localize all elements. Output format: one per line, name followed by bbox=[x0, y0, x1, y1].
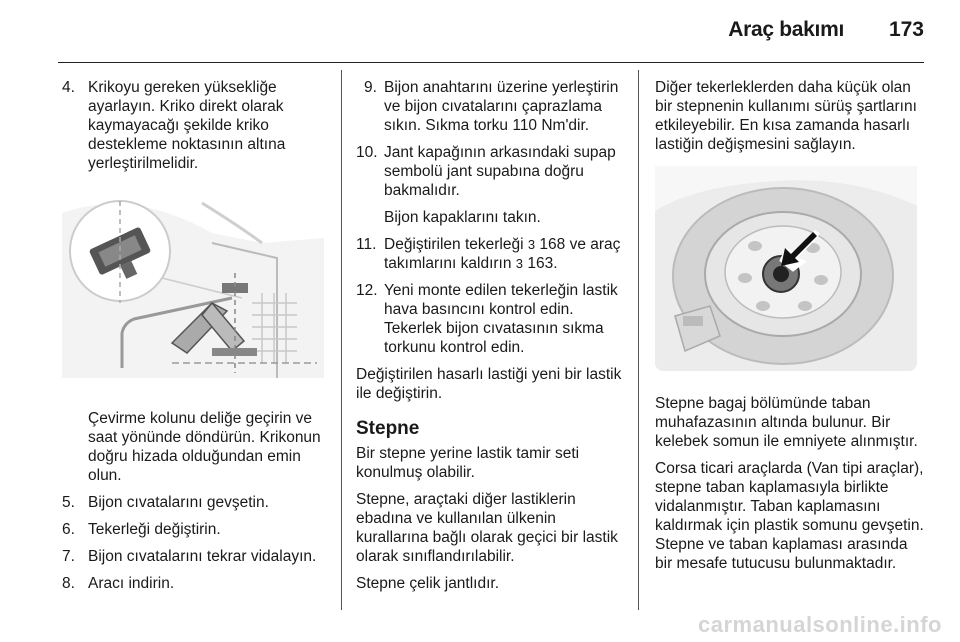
step-number: 6. bbox=[62, 521, 75, 538]
step-number: 11. bbox=[356, 236, 377, 253]
step-text: Tekerleği değiştirin. bbox=[88, 521, 221, 538]
step-5 bbox=[62, 493, 324, 512]
paragraph: Değiştirilen hasarlı lastiği yeni bir lastik ile değiştirin. bbox=[356, 366, 622, 402]
step-number: 4. bbox=[62, 79, 75, 96]
section-title: Stepne bbox=[356, 418, 420, 439]
paragraph: Stepne bagaj bölümünde taban muhafazasının altında bulunur. Bir kelebek somun ile emniyete alınmıştır. bbox=[655, 395, 918, 450]
page-ref-icon[interactable]: 3 bbox=[527, 237, 536, 252]
paragraph: Stepne, araçtaki diğer lastiklerin ebadına ve kullanılan ülkenin kurallarına bağlı olarak geçici bir lastik olarak sınıflandırılabilir. bbox=[356, 491, 618, 565]
paragraph: Diğer tekerleklerden daha küçük olan bir stepnenin kullanımı sürüş şartlarını etkileyebilir. En kısa zamanda hasarlı lastiğin değişmesini sağlayın. bbox=[655, 79, 917, 153]
header-title: Araç bakımı bbox=[728, 18, 844, 41]
step-text: Bijon anahtarını üzerine yerleştirin ve bijon cıvatalarını çaprazlama sıkın. Sıkma torku 110 Nm'dir. bbox=[384, 79, 619, 134]
paragraph: Bir stepne yerine lastik tamir seti konulmuş olabilir. bbox=[356, 445, 580, 481]
step-8 bbox=[62, 574, 324, 593]
step-number: 5. bbox=[62, 494, 75, 511]
column-divider-2 bbox=[638, 70, 639, 610]
paragraph: Stepne çelik jantlıdır. bbox=[356, 575, 500, 592]
step-10-note: Bijon kapaklarını takın. bbox=[384, 209, 541, 226]
jack-illustration bbox=[62, 183, 324, 393]
step-12 bbox=[356, 281, 626, 357]
column-1 bbox=[62, 78, 324, 601]
step-number: 10. bbox=[356, 144, 378, 161]
step-text: Jant kapağının arkasındaki supap sembolü jant supabına doğru bakmalıdır. bbox=[384, 144, 616, 199]
step-number: 7. bbox=[62, 548, 75, 565]
watermark-logo: carmanualsonline.info bbox=[698, 612, 942, 637]
step-text: Yeni monte edilen tekerleğin lastik hava basıncını kontrol edin. Tekerlek bijon cıvatasının sıkma torkunu kontrol edin. bbox=[384, 282, 618, 356]
step-6 bbox=[62, 520, 324, 539]
step-text: Aracı indirin. bbox=[88, 575, 175, 592]
step-11 bbox=[356, 235, 626, 273]
paragraph: Corsa ticari araçlarda (Van tipi araçlar), stepne taban kaplamasıyla birlikte vidalanmıştır. Taban kaplamasını kaldırmak için plastik somunu gevşetin. Stepne ve taban kaplaması arasında bir mesafe tutucusu bulunmaktadır. bbox=[655, 460, 924, 572]
step-9 bbox=[356, 78, 626, 135]
step-7 bbox=[62, 547, 324, 566]
step-text: Bijon cıvatalarını tekrar vidalayın. bbox=[88, 548, 317, 565]
step-number: 9. bbox=[364, 79, 377, 96]
spare-wheel-illustration bbox=[655, 166, 925, 376]
step-text: Krikoyu gereken yüksekliğe ayarlayın. Kriko direkt olarak kaymayacağı şekilde kriko destekleme noktasının altına yerleştirilmelidir. bbox=[88, 79, 286, 172]
jack-figure-svg bbox=[62, 183, 324, 388]
column-divider-1 bbox=[341, 70, 342, 610]
step-text: Değiştirilen tekerleği 3 168 ve araç takımlarını kaldırın 3 163. bbox=[384, 236, 621, 272]
page-number: 173 bbox=[888, 18, 924, 41]
step-10 bbox=[356, 143, 626, 200]
step-number: 12. bbox=[356, 282, 378, 299]
step-4 bbox=[62, 78, 324, 173]
step-text: Bijon cıvatalarını gevşetin. bbox=[88, 494, 269, 511]
column-2 bbox=[356, 78, 626, 601]
spare-wheel-figure-svg bbox=[655, 166, 917, 371]
column-3 bbox=[655, 78, 925, 581]
header-rule bbox=[58, 62, 924, 63]
page-ref-icon[interactable]: 3 bbox=[515, 256, 524, 271]
after-figure-text: Çevirme kolunu deliğe geçirin ve saat yönünde döndürün. Krikonun doğru hizada olduğundan emin olun. bbox=[88, 410, 321, 484]
step-number: 8. bbox=[62, 575, 75, 592]
